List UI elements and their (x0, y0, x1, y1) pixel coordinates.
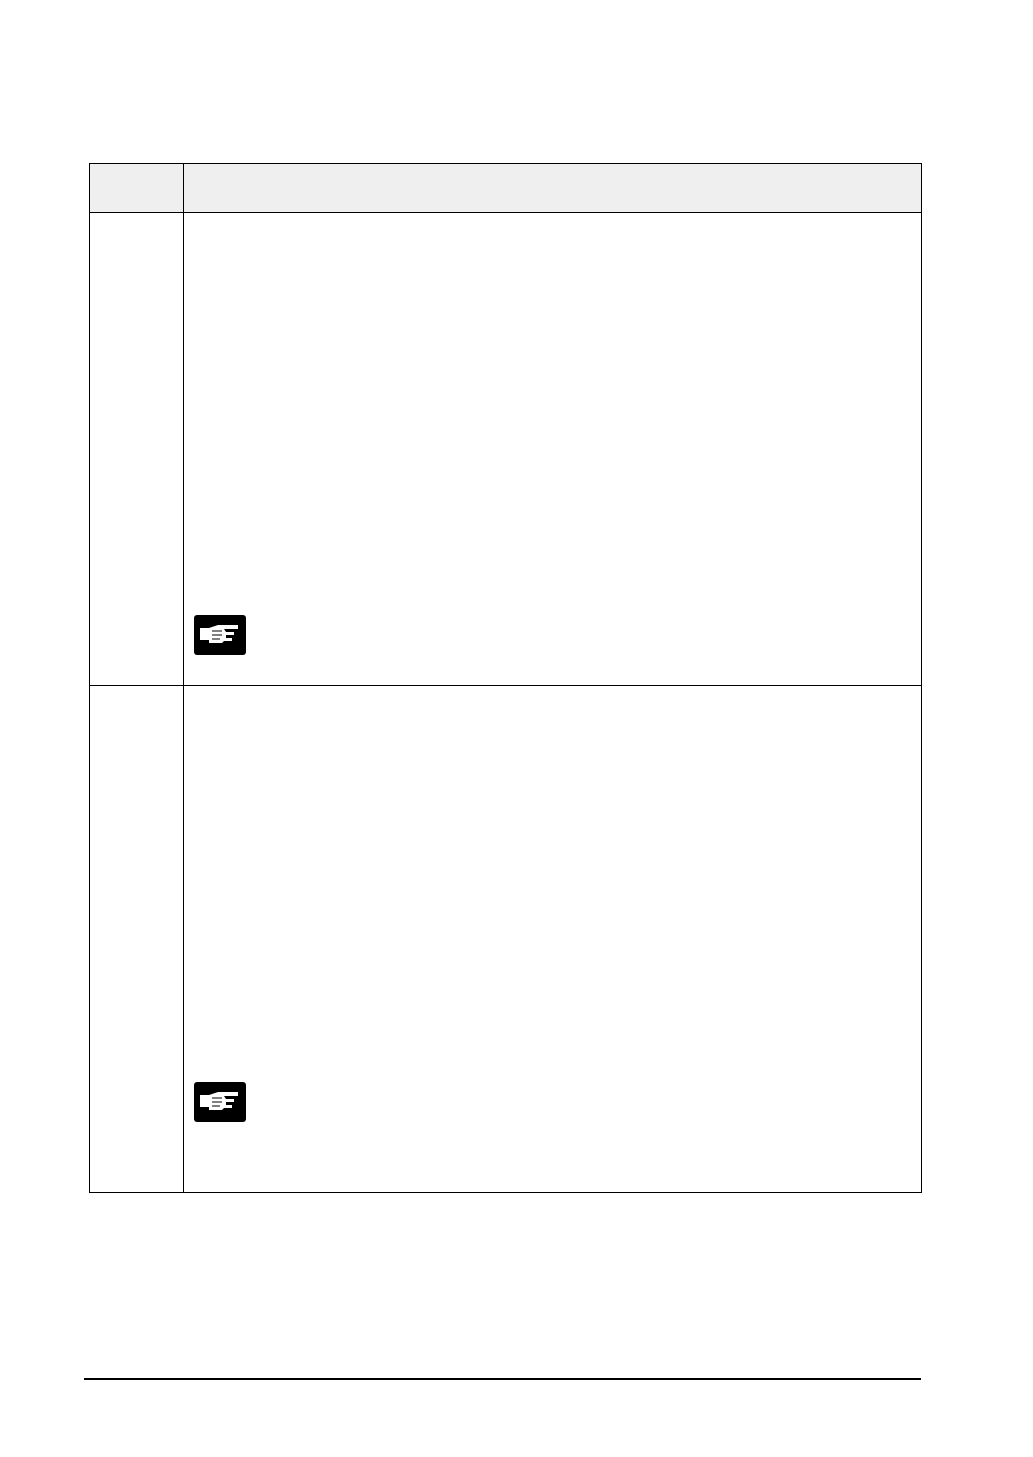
footer-rule (84, 1378, 921, 1380)
note-hand-icon (194, 1082, 246, 1122)
note-hand-icon (194, 615, 246, 655)
